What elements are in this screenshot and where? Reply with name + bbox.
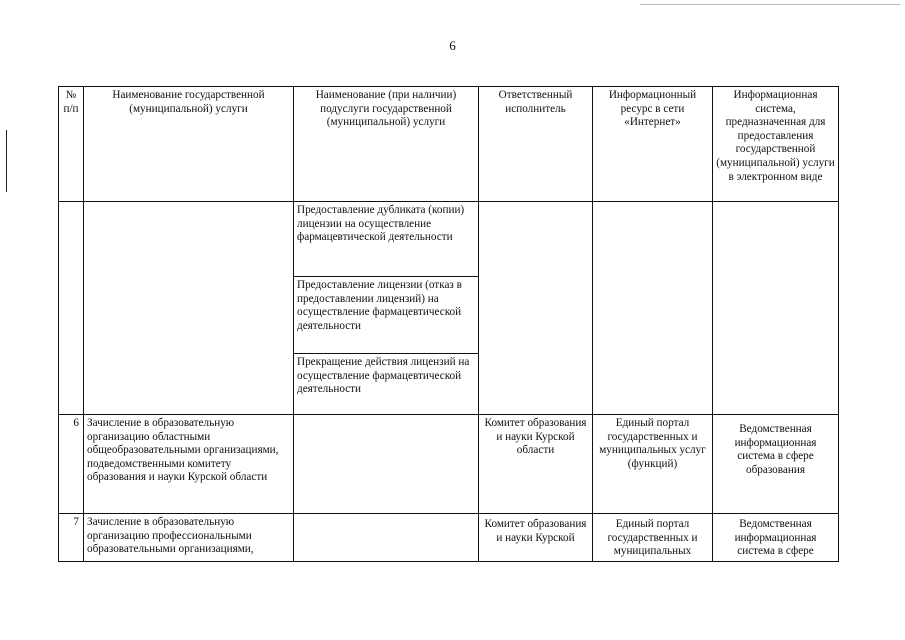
row-resource: Единый портал государственных и муниципальных услуг (функций) bbox=[593, 415, 713, 514]
header-service: Наименование государственной (муниципальной) услуги bbox=[84, 87, 294, 202]
row-subservice bbox=[294, 415, 479, 514]
continued-resource-cell bbox=[593, 202, 713, 415]
row-service: Зачисление в образовательную организацию профессиональными образовательными организациями, bbox=[84, 514, 294, 562]
row-system: Ведомственная информационная система в сфере bbox=[713, 514, 839, 562]
continued-service-cell bbox=[84, 202, 294, 415]
row-subservice bbox=[294, 514, 479, 562]
continued-system-cell bbox=[713, 202, 839, 415]
subservice-cell: Предоставление лицензии (отказ в предоставлении лицензий) на осуществление фармацевтической деятельности bbox=[294, 277, 479, 354]
scan-edge-mark bbox=[6, 130, 7, 192]
table-row bbox=[59, 202, 839, 277]
row-resource: Единый портал государственных и муниципальных bbox=[593, 514, 713, 562]
table-header-row bbox=[59, 87, 839, 202]
continued-num-cell bbox=[59, 202, 84, 415]
header-num: № п/п bbox=[59, 87, 84, 202]
table-row bbox=[59, 514, 839, 562]
row-service: Зачисление в образовательную организацию областными общеобразовательными организациями, подведомственными комитету образования и науки Курской области bbox=[84, 415, 294, 514]
subservice-cell: Прекращение действия лицензий на осуществление фармацевтической деятельности bbox=[294, 354, 479, 415]
row-system: Ведомственная информационная система в сфере образования bbox=[713, 415, 839, 514]
row-num: 6 bbox=[59, 415, 84, 514]
header-system: Информационная система, предназначенная для предоставления государственной (муниципальной) услуги в электронном виде bbox=[713, 87, 839, 202]
header-resource: Информационный ресурс в сети «Интернет» bbox=[593, 87, 713, 202]
subservice-cell: Предоставление дубликата (копии) лицензии на осуществление фармацевтической деятельности bbox=[294, 202, 479, 277]
row-executor: Комитет образования и науки Курской bbox=[479, 514, 593, 562]
header-subservice: Наименование (при наличии) подуслуги государственной (муниципальной) услуги bbox=[294, 87, 479, 202]
scan-top-mark bbox=[640, 4, 900, 5]
header-executor: Ответственный исполнитель bbox=[479, 87, 593, 202]
services-table bbox=[58, 86, 838, 562]
row-num: 7 bbox=[59, 514, 84, 562]
table-row bbox=[59, 415, 839, 514]
continued-executor-cell bbox=[479, 202, 593, 415]
page-number: 6 bbox=[449, 38, 456, 53]
row-executor: Комитет образования и науки Курской области bbox=[479, 415, 593, 514]
